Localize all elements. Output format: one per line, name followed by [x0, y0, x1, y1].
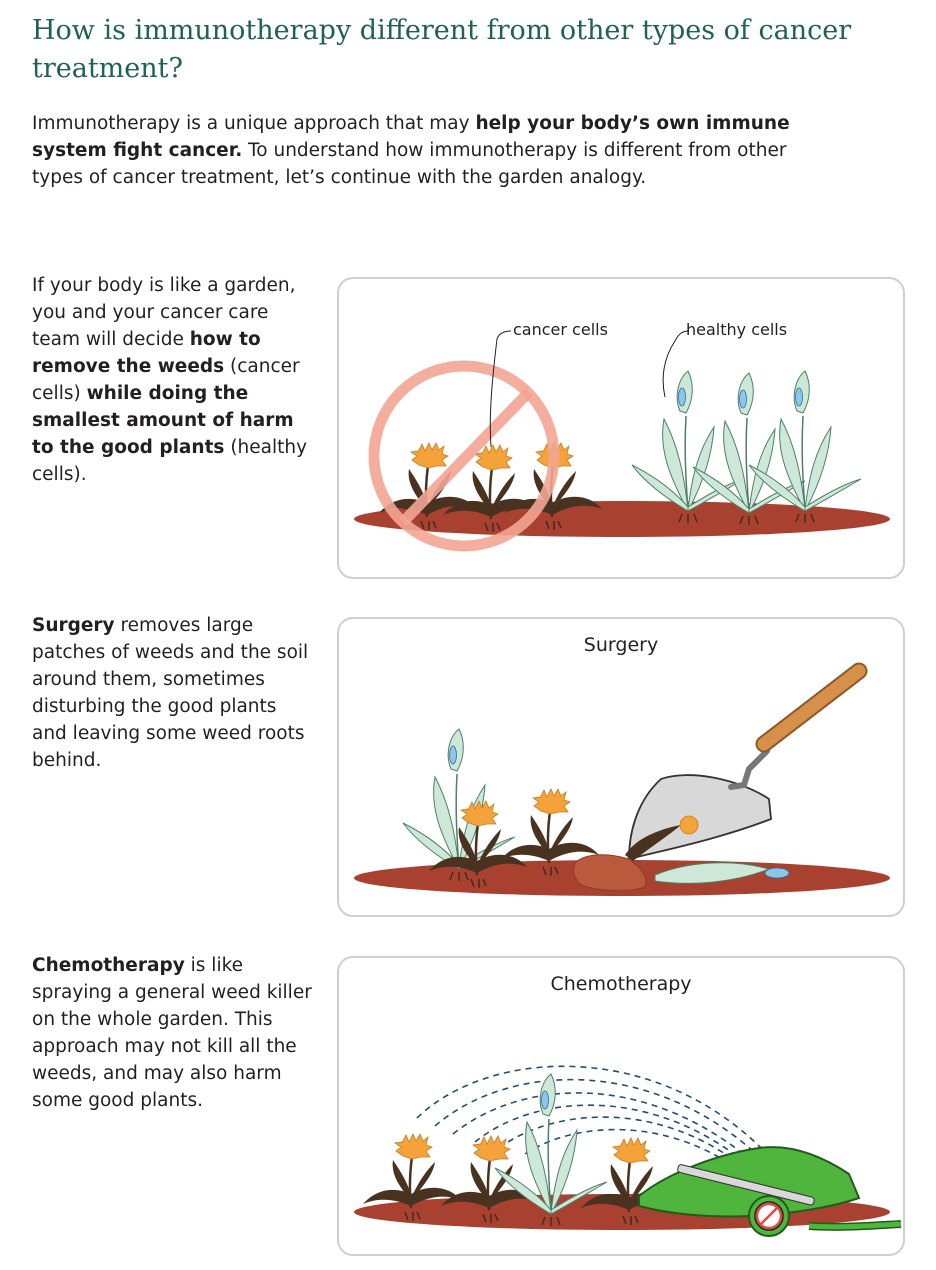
healthy-cells-label: healthy cells	[686, 320, 788, 339]
surgery-panel-title: Surgery	[583, 634, 659, 656]
page-title: How is immunotherapy different from other types of cancer treatment?	[32, 15, 852, 84]
garden-bold-2: while doing the smallest amount of harm to the good plants	[32, 383, 294, 458]
garden-analogy-text	[32, 272, 317, 488]
intro-text-1: Immunotherapy is a unique approach that may	[32, 113, 476, 134]
garden-text-3: (healthy cells).	[32, 437, 308, 485]
surgery-bold: Surgery	[32, 615, 115, 636]
surgery-text	[32, 612, 317, 774]
intro-text-2: To understand how immunotherapy is different from other types of cancer treatment, let’s continue with the garden analogy.	[32, 140, 787, 188]
garden-bold-1: how to remove the weeds	[32, 329, 261, 377]
chemotherapy-body: is like spraying a general weed killer on the whole garden. This approach may not kill all the weeds, and may also harm some good plants.	[32, 955, 312, 1111]
cancer-cells-label: cancer cells	[513, 320, 608, 339]
garden-text-2: (cancer cells)	[32, 356, 300, 404]
surgery-body: removes large patches of weeds and the soil around them, sometimes disturbing the good plants and leaving some weed roots behind.	[32, 615, 309, 771]
chemotherapy-illustration-panel	[337, 956, 905, 1256]
surgery-illustration-panel	[337, 617, 905, 917]
chemotherapy-bold: Chemotherapy	[32, 955, 185, 976]
garden-illustration	[339, 279, 905, 579]
chemotherapy-text	[32, 952, 317, 1114]
surgery-illustration	[339, 619, 905, 917]
intro-paragraph	[32, 110, 792, 191]
intro-bold: help your body’s own immune system fight cancer.	[32, 113, 790, 161]
chemotherapy-panel-title: Chemotherapy	[550, 973, 692, 995]
garden-illustration-panel	[337, 277, 905, 579]
garden-text-1: If your body is like a garden, you and your cancer care team will decide	[32, 275, 296, 350]
chemotherapy-illustration	[339, 958, 905, 1256]
